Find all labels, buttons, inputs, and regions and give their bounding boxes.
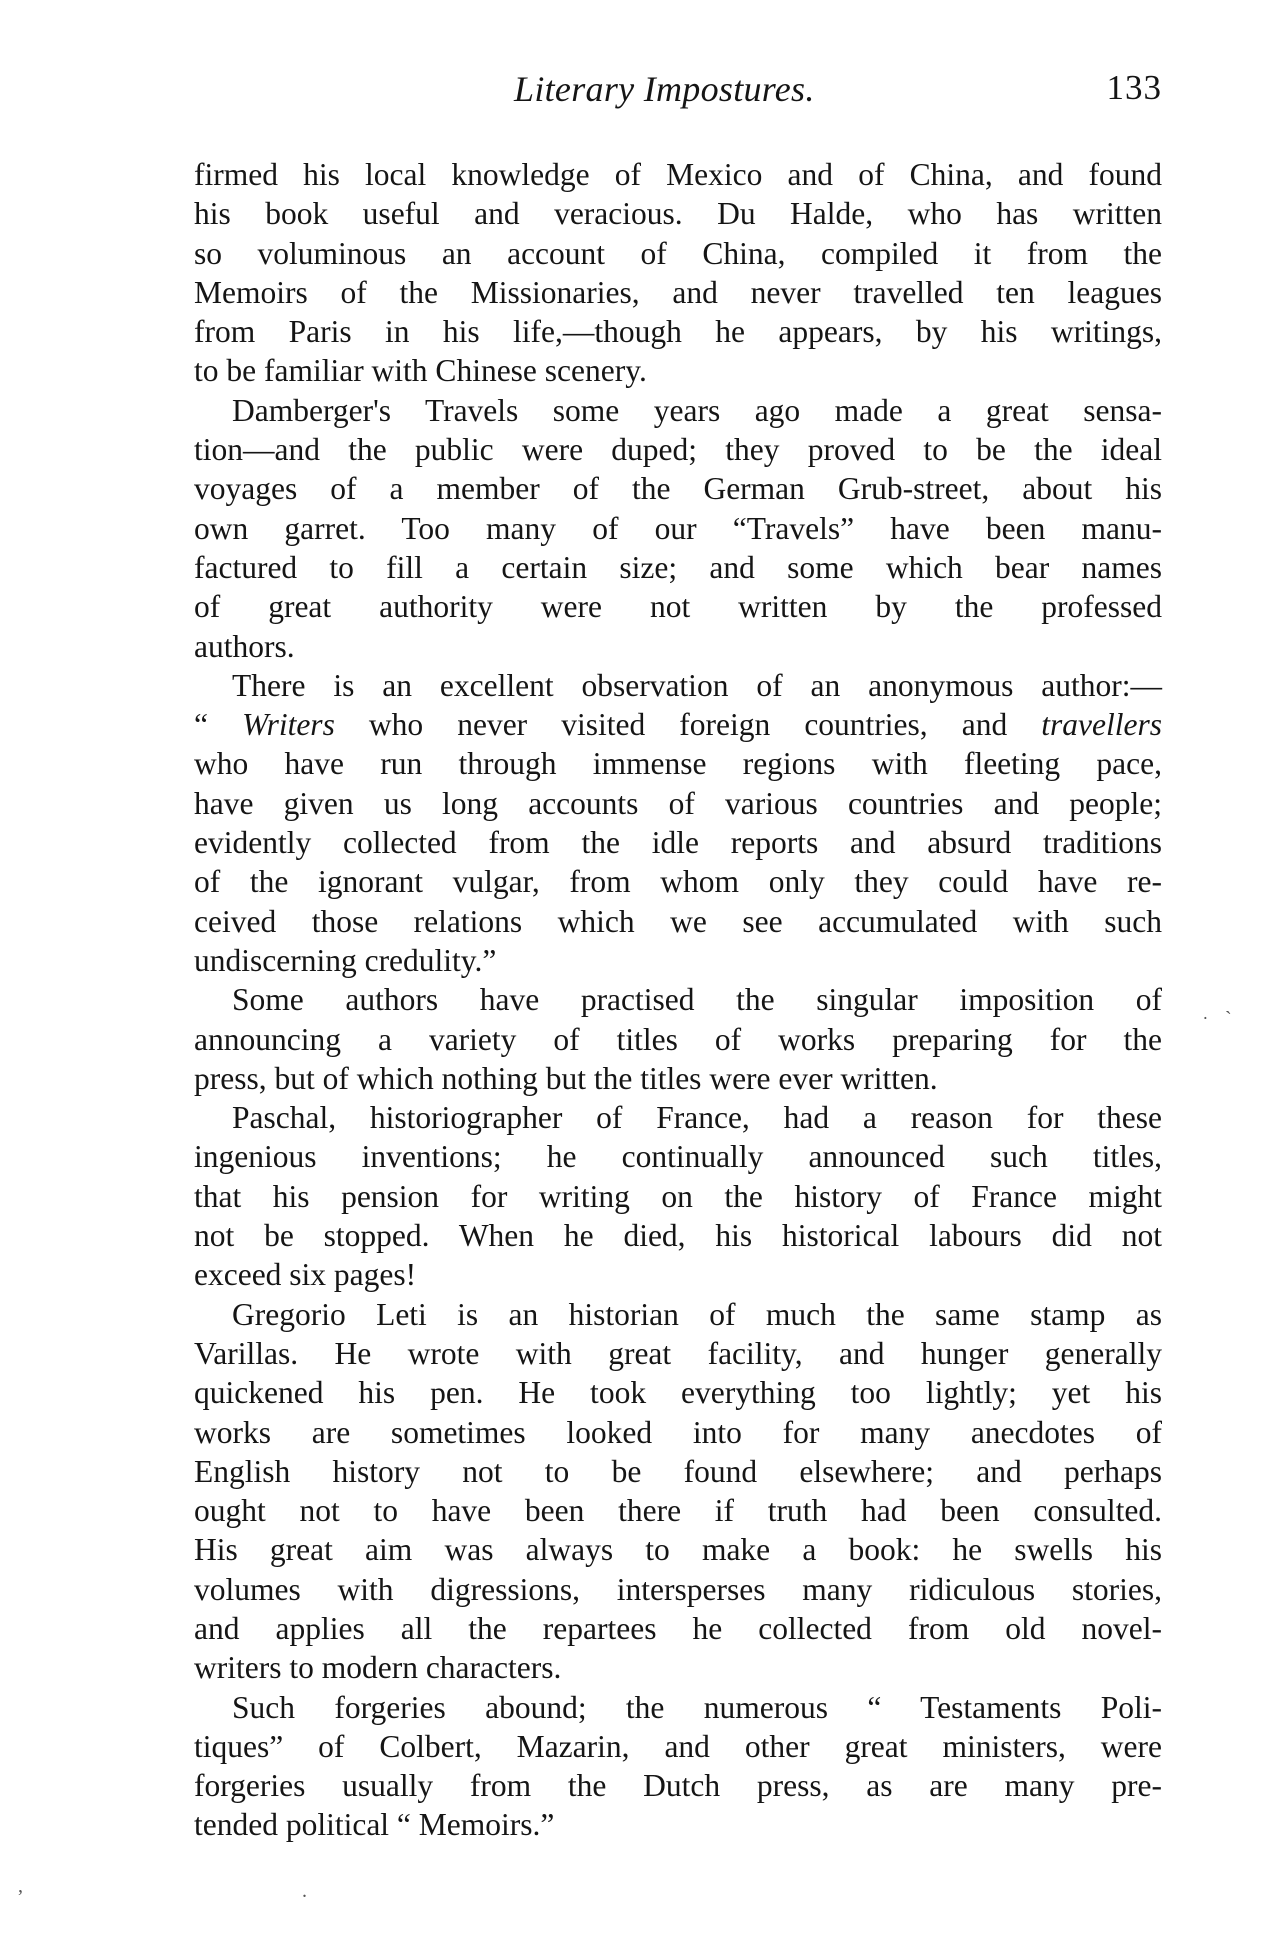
text-line: of the ignorant vulgar, from whom only they could have re- bbox=[194, 864, 1162, 900]
text-line: tended political “ Memoirs.” bbox=[194, 1807, 555, 1843]
text-line: own garret. Too many of our “Travels” have been manu- bbox=[194, 510, 1162, 546]
text-line: of great authority were not written by the professed bbox=[194, 589, 1162, 625]
text-line: tiques” of Colbert, Mazarin, and other great ministers, were bbox=[194, 1728, 1162, 1764]
text-line: volumes with digressions, intersperses many ridiculous stories, bbox=[194, 1571, 1162, 1607]
text-line: His great aim was always to make a book: he swells his bbox=[194, 1532, 1162, 1568]
paragraph-start: Paschal, historiographer of France, had a reason for these bbox=[232, 1100, 1162, 1136]
text-line: and applies all the repartees he collected from old novel- bbox=[194, 1610, 1162, 1646]
text-line: so voluminous an account of China, compiled it from the bbox=[194, 235, 1162, 271]
text-line: tion—and the public were duped; they proved to be the ideal bbox=[194, 432, 1162, 468]
paragraph-start: Some authors have practised the singular imposition of bbox=[232, 982, 1162, 1018]
page-number: 133 bbox=[1106, 68, 1162, 107]
text-line: have given us long accounts of various countries and people; bbox=[194, 785, 1162, 821]
text-line: works are sometimes looked into for many anecdotes of bbox=[194, 1414, 1162, 1450]
text-line: firmed his local knowledge of Mexico and of China, and found bbox=[194, 157, 1162, 192]
text-line: Memoirs of the Missionaries, and never travelled ten leagues bbox=[194, 274, 1162, 310]
paragraph-start: Gregorio Leti is an historian of much the same stamp as bbox=[232, 1296, 1162, 1332]
text-line: writers to modern characters. bbox=[194, 1650, 562, 1686]
paragraph-start: Damberger's Travels some years ago made a great sensa- bbox=[232, 392, 1162, 428]
text-line: from Paris in his life,—though he appears, by his writings, bbox=[194, 314, 1162, 350]
margin-speck: . bbox=[302, 1880, 307, 1902]
emphasis: Writers bbox=[242, 707, 335, 743]
running-head bbox=[194, 68, 1162, 120]
text-line: ceived those relations which we see accumulated with such bbox=[194, 903, 1162, 939]
text-line: English history not to be found elsewhere; and perhaps bbox=[194, 1453, 1162, 1489]
text-line: Varillas. He wrote with great facility, and hunger generally bbox=[194, 1335, 1162, 1371]
text-line: voyages of a member of the German Grub-street, about his bbox=[194, 471, 1162, 507]
text-line: ought not to have been there if truth had been consulted. bbox=[194, 1493, 1162, 1529]
text-line: evidently collected from the idle reports and absurd traditions bbox=[194, 825, 1162, 861]
text-line: forgeries usually from the Dutch press, as are many pre- bbox=[194, 1768, 1162, 1804]
text-line: exceed six pages! bbox=[194, 1257, 417, 1293]
margin-speck: , bbox=[18, 1875, 23, 1897]
text-line: “ Writers who never visited foreign countries, and travellers bbox=[194, 707, 1163, 743]
text-line: that his pension for writing on the history of France might bbox=[194, 1178, 1162, 1214]
body-text bbox=[194, 155, 1162, 1845]
text-line: who have run through immense regions with fleeting pace, bbox=[194, 746, 1162, 782]
paragraph-start: There is an excellent observation of an anonymous author:— bbox=[232, 667, 1162, 703]
text-line: ingenious inventions; he continually announced such titles, bbox=[194, 1139, 1162, 1175]
text-line: factured to fill a certain size; and some which bear names bbox=[194, 549, 1162, 585]
text-line: to be familiar with Chinese scenery. bbox=[194, 353, 647, 389]
text-line: not be stopped. When he died, his historical labours did not bbox=[194, 1218, 1162, 1254]
emphasis: travellers bbox=[1041, 707, 1163, 743]
text-line: undiscerning credulity.” bbox=[194, 942, 497, 978]
running-title: Literary Impostures. bbox=[514, 69, 815, 109]
margin-speck: ˙ bbox=[1202, 1013, 1209, 1035]
text-line: press, but of which nothing but the titles were ever written. bbox=[194, 1060, 938, 1096]
paragraph-start: Such forgeries abound; the numerous “ Testaments Poli- bbox=[232, 1689, 1162, 1725]
text-line: announcing a variety of titles of works preparing for the bbox=[194, 1021, 1162, 1057]
margin-speck: ` bbox=[1225, 1008, 1232, 1030]
text-line: authors. bbox=[194, 628, 295, 664]
text-line: quickened his pen. He took everything too lightly; yet his bbox=[194, 1375, 1162, 1411]
text-line: his book useful and veracious. Du Halde, who has written bbox=[194, 196, 1162, 232]
